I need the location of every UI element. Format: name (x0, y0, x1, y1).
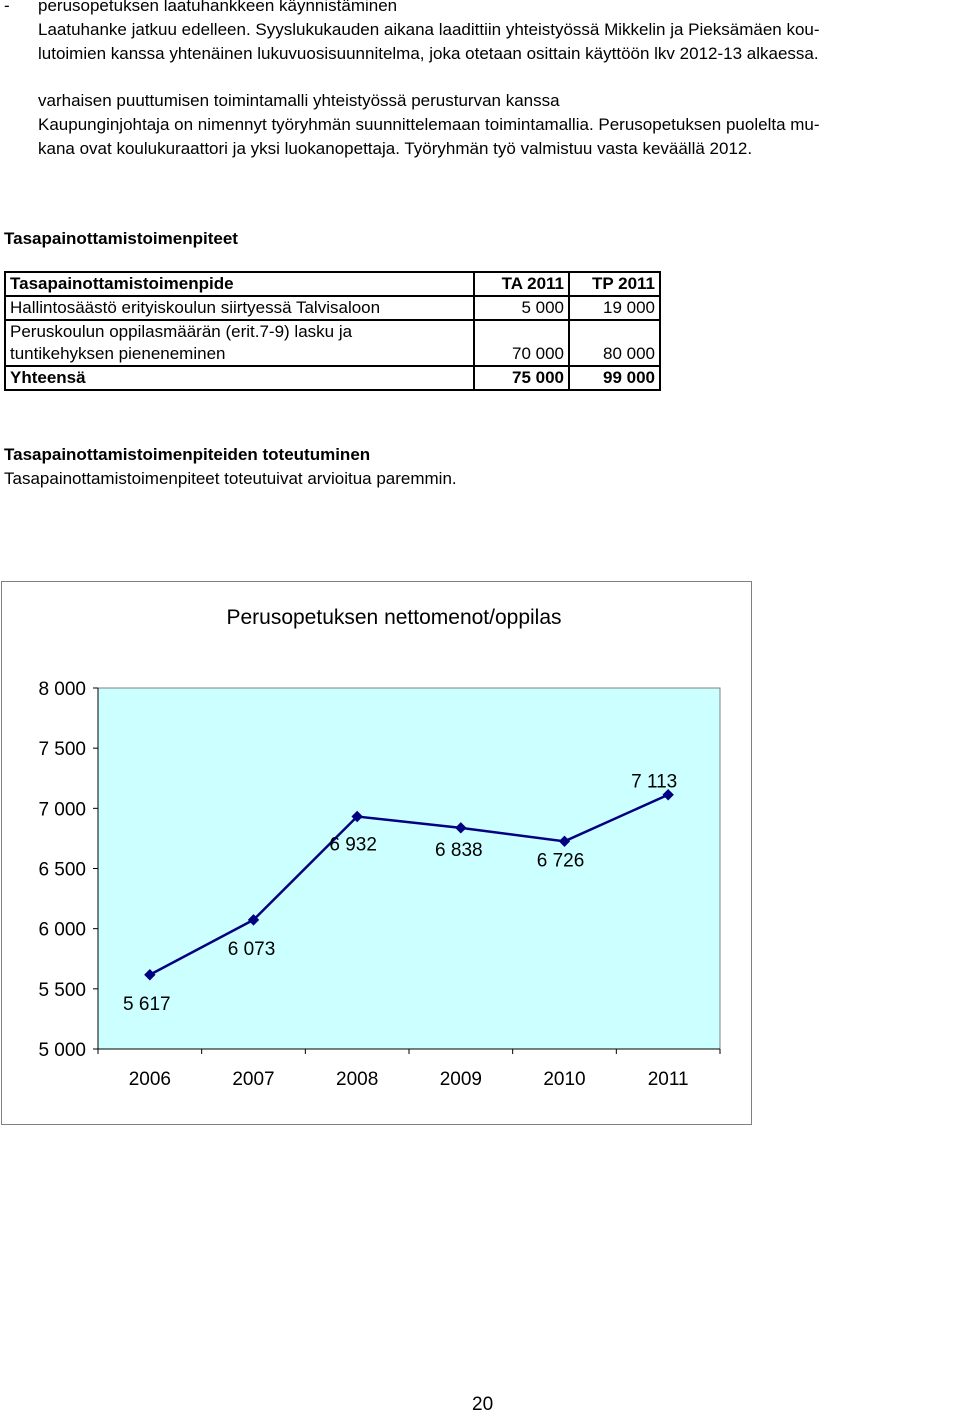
y-tick-label: 8 000 (38, 679, 86, 700)
table-cell: Peruskoulun oppilasmäärän (erit.7-9) lasku ja (5, 320, 474, 343)
data-label: 6 726 (536, 850, 585, 872)
y-tick-label: 6 500 (38, 859, 86, 881)
y-tick-label: 7 000 (38, 799, 86, 821)
table-total-cell: 75 000 (474, 366, 569, 390)
x-tick-label: 2010 (543, 1069, 586, 1090)
data-label: 7 113 (631, 771, 678, 793)
table-total-cell: Yhteensä (5, 366, 474, 390)
table-cell: Hallintosäästö erityiskoulun siirtyessä Talvisaloon (5, 296, 474, 320)
section-heading: Tasapainottamistoimenpiteet (4, 229, 238, 248)
table-cell: 80 000 (569, 343, 660, 366)
x-tick-label: 2009 (439, 1069, 482, 1090)
table-header-cell: Tasapainottamistoimenpide (5, 272, 474, 296)
x-tick-label: 2011 (647, 1069, 689, 1090)
y-tick-label: 6 000 (38, 919, 86, 941)
x-tick-label: 2008 (336, 1069, 379, 1090)
plot-area (98, 688, 720, 1049)
table-cell: tuntikehyksen pieneneminen (5, 343, 474, 366)
paragraph-line: Kaupunginjohtaja on nimennyt työryhmän suunnittelemaan toimintamallia. Perusopetuksen puolelta mu- (38, 115, 820, 134)
paragraph-line: kana ovat koulukuraattori ja yksi luokanopettaja. Työryhmän työ valmistuu vasta keväällä 2012. (38, 139, 753, 158)
table-cell: 19 000 (569, 296, 660, 320)
y-tick-label: 5 000 (38, 1040, 86, 1061)
data-label: 5 617 (123, 993, 171, 1015)
table-total-cell: 99 000 (569, 366, 660, 390)
measures-table (4, 271, 661, 391)
paragraph-line: Laatuhanke jatkuu edelleen. Syyslukukauden aikana laadittiin yhteistyössä Mikkelin ja Pieksämäen kou- (38, 20, 820, 39)
chart-title: Perusopetuksen nettomenot/oppilas (226, 606, 562, 629)
net-costs-chart (1, 581, 752, 1125)
bullet-item-text: perusopetuksen laatuhankkeen käynnistäminen (38, 0, 398, 15)
table-cell: 5 000 (474, 296, 569, 320)
data-label: 6 838 (435, 839, 483, 861)
bullet-dash: - (4, 0, 10, 15)
table-row (5, 343, 660, 366)
table-cell: 70 000 (474, 343, 569, 366)
table-row (5, 320, 660, 343)
table-cell (474, 320, 569, 343)
table-cell (569, 320, 660, 343)
table-total-row (5, 366, 660, 390)
page-number: 20 (472, 1394, 494, 1415)
section-heading: Tasapainottamistoimenpiteiden toteutuminen (4, 445, 371, 464)
y-tick-label: 5 500 (38, 979, 86, 1001)
x-tick-label: 2006 (128, 1069, 171, 1090)
table-header-cell: TA 2011 (474, 272, 569, 296)
table-header-row (5, 272, 660, 296)
x-axis (98, 1049, 720, 1090)
data-label: 6 932 (329, 834, 377, 856)
x-tick-label: 2007 (232, 1069, 275, 1090)
data-label: 6 073 (227, 938, 276, 960)
paragraph-line: Tasapainottamistoimenpiteet toteutuivat arvioitua paremmin. (4, 469, 457, 488)
subsection-title: varhaisen puuttumisen toimintamalli yhteistyössä perusturvan kanssa (38, 91, 560, 110)
y-tick-label: 7 500 (38, 739, 86, 761)
table-row (5, 296, 660, 320)
y-axis (38, 679, 98, 1061)
table-header-cell: TP 2011 (569, 272, 660, 296)
chart-canvas (2, 582, 753, 1126)
paragraph-line: lutoimien kanssa yhtenäinen lukuvuosisuunnitelma, joka otetaan osittain käyttöön lkv 2012-13 alkaessa. (38, 44, 819, 63)
